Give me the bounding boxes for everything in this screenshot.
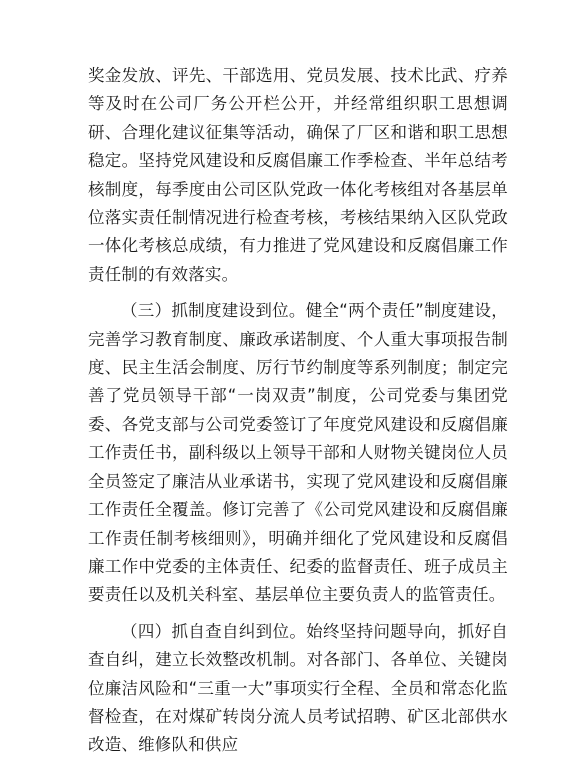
paragraph-spacer: [88, 610, 508, 618]
paragraph-self-inspection: （四）抓自查自纠到位。始终坚持问题导向，抓好自查自纠，建立长效整改机制。对各部门、各单位、关键岗位廉洁风险和“三重一大”事项实行全程、全员和常态化监督检查，在对煤矿转岗分流人员考试招聘、矿区北部供水改造、维修队和供应: [88, 621, 508, 755]
paragraph-spacer: [88, 289, 508, 297]
paragraph-continuation: 奖金发放、评先、干部选用、党员发展、技术比武、疗养等及时在公司厂务公开栏公开，并经常组织职工思想调研、合理化建议征集等活动，确保了厂区和谐和职工思想稳定。坚持党风建设和反腐倡廉工作季检查、半年总结考核制度，每季度由公司区队党政一体化考核组对各基层单位落实责任制情况进行检查考核，考核结果纳入区队党政一体化考核总成绩，有力推进了党风建设和反腐倡廉工作责任制的有效落实。: [88, 66, 508, 284]
document-body: [88, 62, 508, 760]
paragraph-system-building: （三）抓制度建设到位。健全“两个责任”制度建设，完善学习教育制度、廉政承诺制度、个人重大事项报告制度、民主生活会制度、厉行节约制度等系列制度；制定完善了党员领导干部“一岗双责”制度，公司党委与集团党委、各党支部与公司党委签订了年度党风建设和反腐倡廉工作责任书，副科级以上领导干部和人财物关键岗位人员全员签定了廉洁从业承诺书，实现了党风建设和反腐倡廉工作责任全覆盖。修订完善了《公司党风建设和反腐倡廉工作责任制考核细则》，明确并细化了党风建设和反腐倡廉工作中党委的主体责任、纪委的监督责任、班子成员主要责任以及机关科室、基层单位主要负责人的监管责任。: [88, 301, 508, 605]
